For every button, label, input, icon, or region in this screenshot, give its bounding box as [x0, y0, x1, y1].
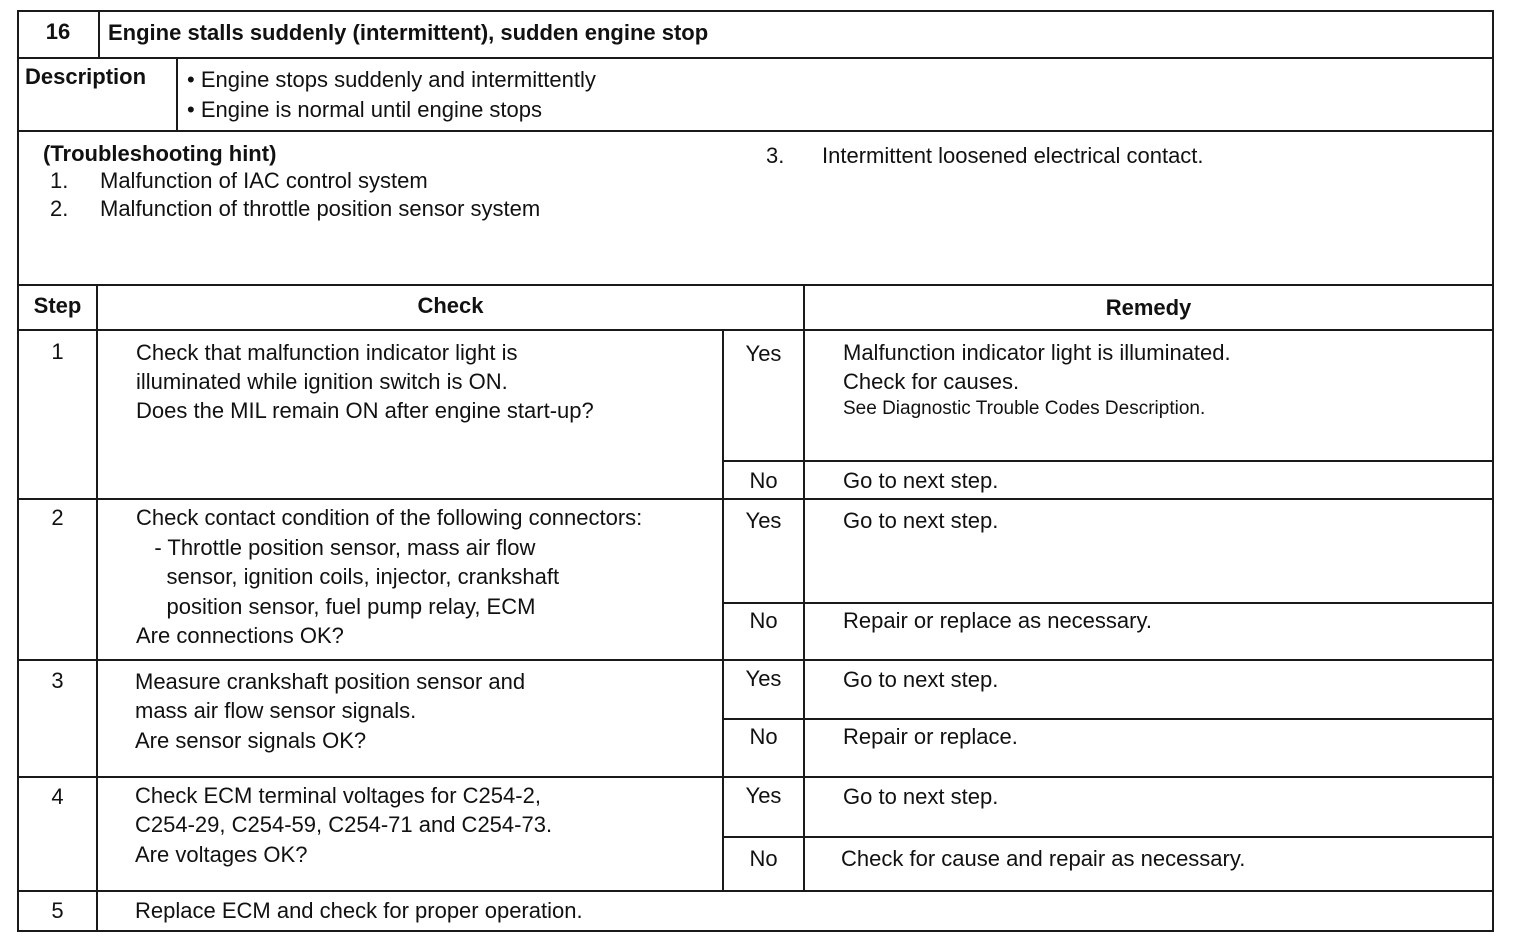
description-item: • Engine is normal until engine stops	[187, 97, 543, 122]
remedy-line: Malfunction indicator light is illuminated.	[843, 340, 1231, 365]
remedy-line: Check for causes.	[843, 369, 1020, 394]
hint-num: 1.	[50, 168, 69, 193]
remedy-line: Check for cause and repair as necessary.	[841, 846, 1246, 871]
check-line: illuminated while ignition switch is ON.	[136, 369, 508, 394]
step-number: 4	[51, 784, 64, 809]
remedy-line: Go to next step.	[843, 508, 999, 533]
check-line: sensor, ignition coils, injector, crankshaft	[136, 564, 560, 589]
section-number: 16	[45, 19, 71, 44]
check-line: position sensor, fuel pump relay, ECM	[136, 594, 536, 619]
answer-no: No	[749, 468, 778, 493]
column-header-step: Step	[33, 293, 82, 318]
hint-text: Malfunction of throttle position sensor system	[100, 196, 541, 221]
step-number: 5	[51, 898, 64, 923]
check-line: Replace ECM and check for proper operation.	[135, 898, 583, 923]
answer-no: No	[749, 724, 778, 749]
check-line: mass air flow sensor signals.	[135, 698, 417, 723]
check-line: Check ECM terminal voltages for C254-2,	[135, 783, 541, 808]
check-line: C254-29, C254-59, C254-71 and C254-73.	[135, 812, 553, 837]
answer-yes: Yes	[745, 783, 782, 808]
remedy-line: Go to next step.	[843, 784, 999, 809]
step-number: 1	[51, 339, 64, 364]
remedy-line: Repair or replace as necessary.	[843, 608, 1152, 633]
column-header-remedy: Remedy	[1105, 295, 1192, 320]
remedy-line: Go to next step.	[843, 468, 999, 493]
check-line: Check that malfunction indicator light is	[136, 340, 518, 365]
remedy-line: Repair or replace.	[843, 724, 1018, 749]
column-header-check: Check	[417, 293, 484, 318]
answer-no: No	[749, 846, 778, 871]
description-item: • Engine stops suddenly and intermittently	[187, 67, 596, 92]
step-number: 3	[51, 668, 64, 693]
remedy-note: See Diagnostic Trouble Codes Description.	[843, 398, 1206, 419]
answer-yes: Yes	[745, 508, 782, 533]
hint-num: 2.	[50, 196, 69, 221]
remedy-line: Go to next step.	[843, 667, 999, 692]
hint-text: Malfunction of IAC control system	[100, 168, 428, 193]
answer-no: No	[749, 608, 778, 633]
page-title: Engine stalls suddenly (intermittent), sudden engine stop	[108, 20, 709, 45]
check-line: Does the MIL remain ON after engine start-up?	[136, 398, 594, 423]
check-line: Are voltages OK?	[135, 842, 308, 867]
check-line: Measure crankshaft position sensor and	[135, 669, 526, 694]
step-number: 2	[51, 505, 64, 530]
check-line: Check contact condition of the following connectors:	[136, 505, 643, 530]
hint-text: Intermittent loosened electrical contact.	[822, 143, 1204, 168]
hint-num: 3.	[766, 143, 785, 168]
answer-yes: Yes	[745, 341, 782, 366]
answer-yes: Yes	[745, 666, 782, 691]
description-label: Description	[25, 64, 147, 89]
check-line: Are connections OK?	[136, 623, 344, 648]
check-line: - Throttle position sensor, mass air flow	[136, 535, 536, 560]
hint-title: (Troubleshooting hint)	[43, 141, 277, 166]
check-line: Are sensor signals OK?	[135, 728, 367, 753]
